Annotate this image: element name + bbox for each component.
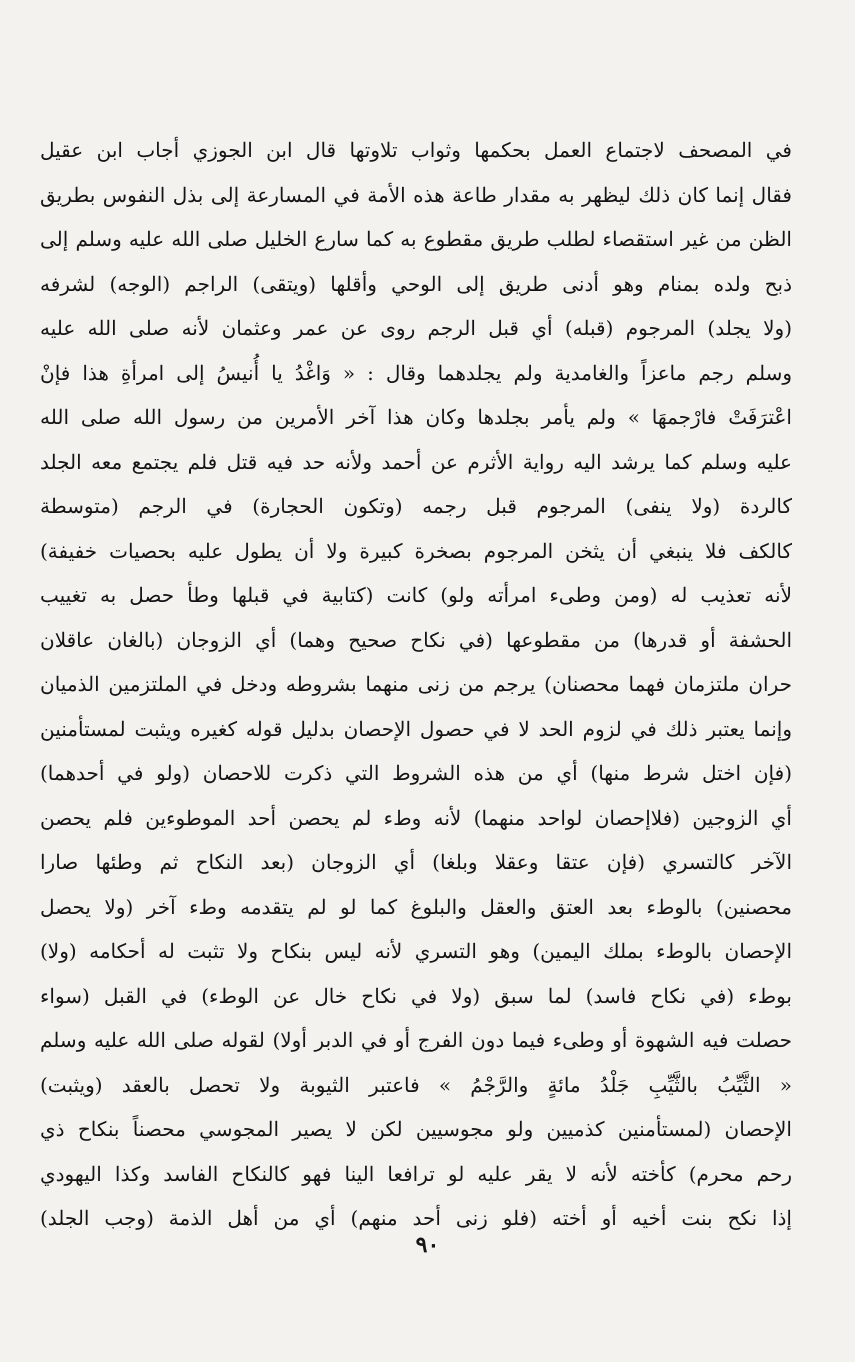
text-line-11: لأنه تعذيب له (ومن وطىء امرأته ولو) كانت (كتابية في قبلها وطأ حصل به تغييب (40, 583, 792, 607)
text-line-24: رحم محرم) كأخته لأنه لا يقر عليه لو ترافعا الينا فهو كالنكاح الفاسد وكذا اليهودي (40, 1161, 792, 1186)
text-line-5: (ولا يجلد) المرجوم (قبله) أي قبل الرجم روى عن عمر وعثمان لأنه صلى الله عليه (40, 316, 792, 340)
text-line-18: محصنين) بالوطء بعد العتق والعقل والبلوغ كما لو لم يتقدمه وطء آخر (ولا يحصل (40, 894, 792, 919)
text-line-10: كالكف فلا ينبغي أن يثخن المرجوم بصخرة كبيرة ولا أن يطول عليه بحصيات خفيفة) (40, 538, 792, 563)
text-line-17: الآخر كالتسري (فإن عتقا وعقلا وبلغا) أي الزوجان (بعد النكاح ثم وطئها صارا (40, 850, 792, 874)
text-line-3: الظن من غير استقصاء لطلب طريق مقطوع به كما سارع الخليل صلى الله عليه وسلم إلى (40, 227, 792, 251)
text-line-16: أي الزوجين (فلاإحصان لواحد منهما) لأنه وطء لم يحصن أحد الموطوءين فلم يحصن (40, 805, 792, 830)
body-text (40, 128, 792, 1241)
text-line-1: في المصحف لاجتماع العمل بحكمها وثواب تلاوتها قال ابن الجوزي أجاب ابن عقيل (40, 138, 792, 162)
text-line-8: عليه وسلم كما يرشد اليه رواية الأثرم عن أحمد ولأنه حد فيه قتل فلم يجتمع معه الجلد (40, 449, 792, 474)
text-line-12: الحشفة أو قدرها) من مقطوعها (في نكاح صحيح وهما) أي الزوجان (بالغان عاقلان (40, 627, 792, 652)
text-line-9: كالردة (ولا ينفى) المرجوم قبل رجمه (وتكون الحجارة) في الرجم (متوسطة (40, 494, 792, 518)
text-line-6: وسلم رجم ماعزاً والغامدية ولم يجلدهما وقال : « وَاغْدُ يا أُنيسُ إلى امرأةِ هذا فإنْ (40, 360, 792, 385)
text-line-20: بوطء (في نكاح فاسد) لما سبق (ولا في نكاح خال عن الوطء) في القبل (سواء (40, 983, 792, 1008)
text-line-13: حران ملتزمان فهما محصنان) يرجم من زنى منهما بشروطه ودخل في الملتزمين الذميان (40, 672, 792, 696)
text-line-7: اعْترَفَتْ فارْجمهَا » ولم يأمر بجلدها وكان هذا آخر الأمرين من رسول الله صلى الله (40, 405, 792, 429)
text-line-14: وإنما يعتبر ذلك في لزوم الحد لا في حصول الإحصان بدليل قوله كغيره ويثبت لمستأمنين (40, 716, 792, 741)
text-line-15: (فإن اختل شرط منها) أي من هذه الشروط التي ذكرت للاحصان (ولو في أحدهما) (40, 761, 792, 785)
text-line-2: فقال إنما كان ذلك ليظهر به مقدار طاعة هذه الأمة في المسارعة إلى بذل النفوس بطريق (40, 182, 792, 207)
text-line-4: ذبح ولده بمنام وهو أدنى طريق إلى الوحي وأقلها (ويتقى) الراجم (الوجه) لشرفه (40, 271, 792, 296)
text-line-23: الإحصان (لمستأمنين كذميين ولو مجوسيين لكن لا يصير المجوسي محصناً بنكاح ذي (40, 1117, 792, 1141)
text-line-19: الإحصان بالوطء بملك اليمين) وهو التسري لأنه ليس بنكاح ولا تثبت له أحكامه (ولا) (40, 939, 792, 963)
text-line-25: إذا نكح بنت أخيه أو أخته (فلو زنى أحد منهم) أي من أهل الذمة (وجب الجلد) (40, 1206, 792, 1230)
text-line-22: « الثَّيِّبُ بالثَّيِّبِ جَلْدُ مائةٍ والرَّجْمُ » فاعتبر الثيوبة ولا تحصل بالعقد (ويثبت) (40, 1072, 792, 1097)
page-number: ٩٠ (415, 1232, 440, 1258)
text-line-21: حصلت فيه الشهوة أو وطىء فيما دون الفرج أو في الدبر أولا) لقوله صلى الله عليه وسلم (40, 1028, 792, 1052)
